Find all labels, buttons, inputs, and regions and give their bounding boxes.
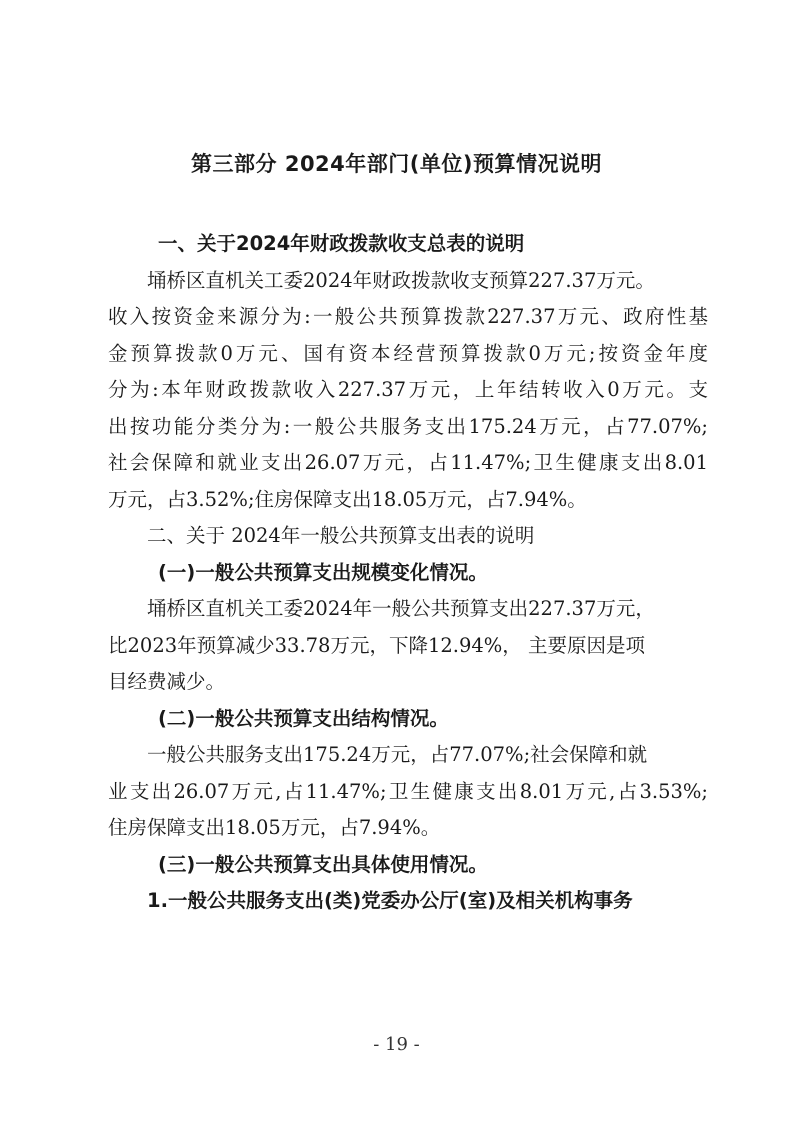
paragraph-line: 业支出26.07万元,占11.47%;卫生健康支出8.01万元,占3.53%; bbox=[108, 779, 708, 803]
item-heading-1: 1.一般公共服务支出(类)党委办公厅(室)及相关机构事务 bbox=[147, 889, 633, 912]
paragraph-line: 出按功能分类分为:一般公共服务支出175.24万元，占77.07%; bbox=[108, 414, 708, 438]
section-heading-1: 一、关于2024年财政拨款收支总表的说明 bbox=[158, 232, 525, 255]
paragraph-line: 万元，占3.52%;住房保障支出18.05万元，占7.94%。 bbox=[108, 487, 587, 511]
paragraph-line: 社会保障和就业支出26.07万元，占11.47%;卫生健康支出8.01 bbox=[108, 451, 708, 474]
paragraph-line: 住房保障支出18.05万元，占7.94%。 bbox=[108, 816, 441, 839]
page-number: - 19 - bbox=[373, 1034, 420, 1055]
subsection-heading-3: (三)一般公共预算支出具体使用情况。 bbox=[158, 852, 488, 876]
paragraph-line: 比2023年预算减少33.78万元，下降12.94%， 主要原因是项 bbox=[108, 633, 646, 657]
document-body bbox=[108, 226, 708, 920]
paragraph-line: 埇桥区直机关工委2024年财政拨款收支预算227.37万元。 bbox=[147, 268, 655, 292]
paragraph-line: 埇桥区直机关工委2024年一般公共预算支出227.37万元， bbox=[147, 597, 655, 620]
subsection-heading-2: (二)一般公共预算支出结构情况。 bbox=[158, 706, 449, 730]
section-heading-2: 二、关于 2024年一般公共预算支出表的说明 bbox=[147, 524, 535, 547]
paragraph-line: 金预算拨款0万元、国有资本经营预算拨款0万元;按资金年度 bbox=[108, 341, 708, 365]
subsection-heading-1: (一)一般公共预算支出规模变化情况。 bbox=[158, 560, 488, 584]
paragraph-line: 一般公共服务支出175.24万元，占77.07%;社会保障和就 bbox=[147, 743, 648, 766]
paragraph-line: 收入按资金来源分为:一般公共预算拨款227.37万元、政府性基 bbox=[108, 305, 708, 328]
paragraph-line: 目经费减少。 bbox=[108, 670, 226, 693]
paragraph-line: 分为:本年财政拨款收入227.37万元，上年结转收入0万元。支 bbox=[108, 378, 708, 401]
document-title: 第三部分 2024年部门(单位)预算情况说明 bbox=[191, 152, 602, 176]
